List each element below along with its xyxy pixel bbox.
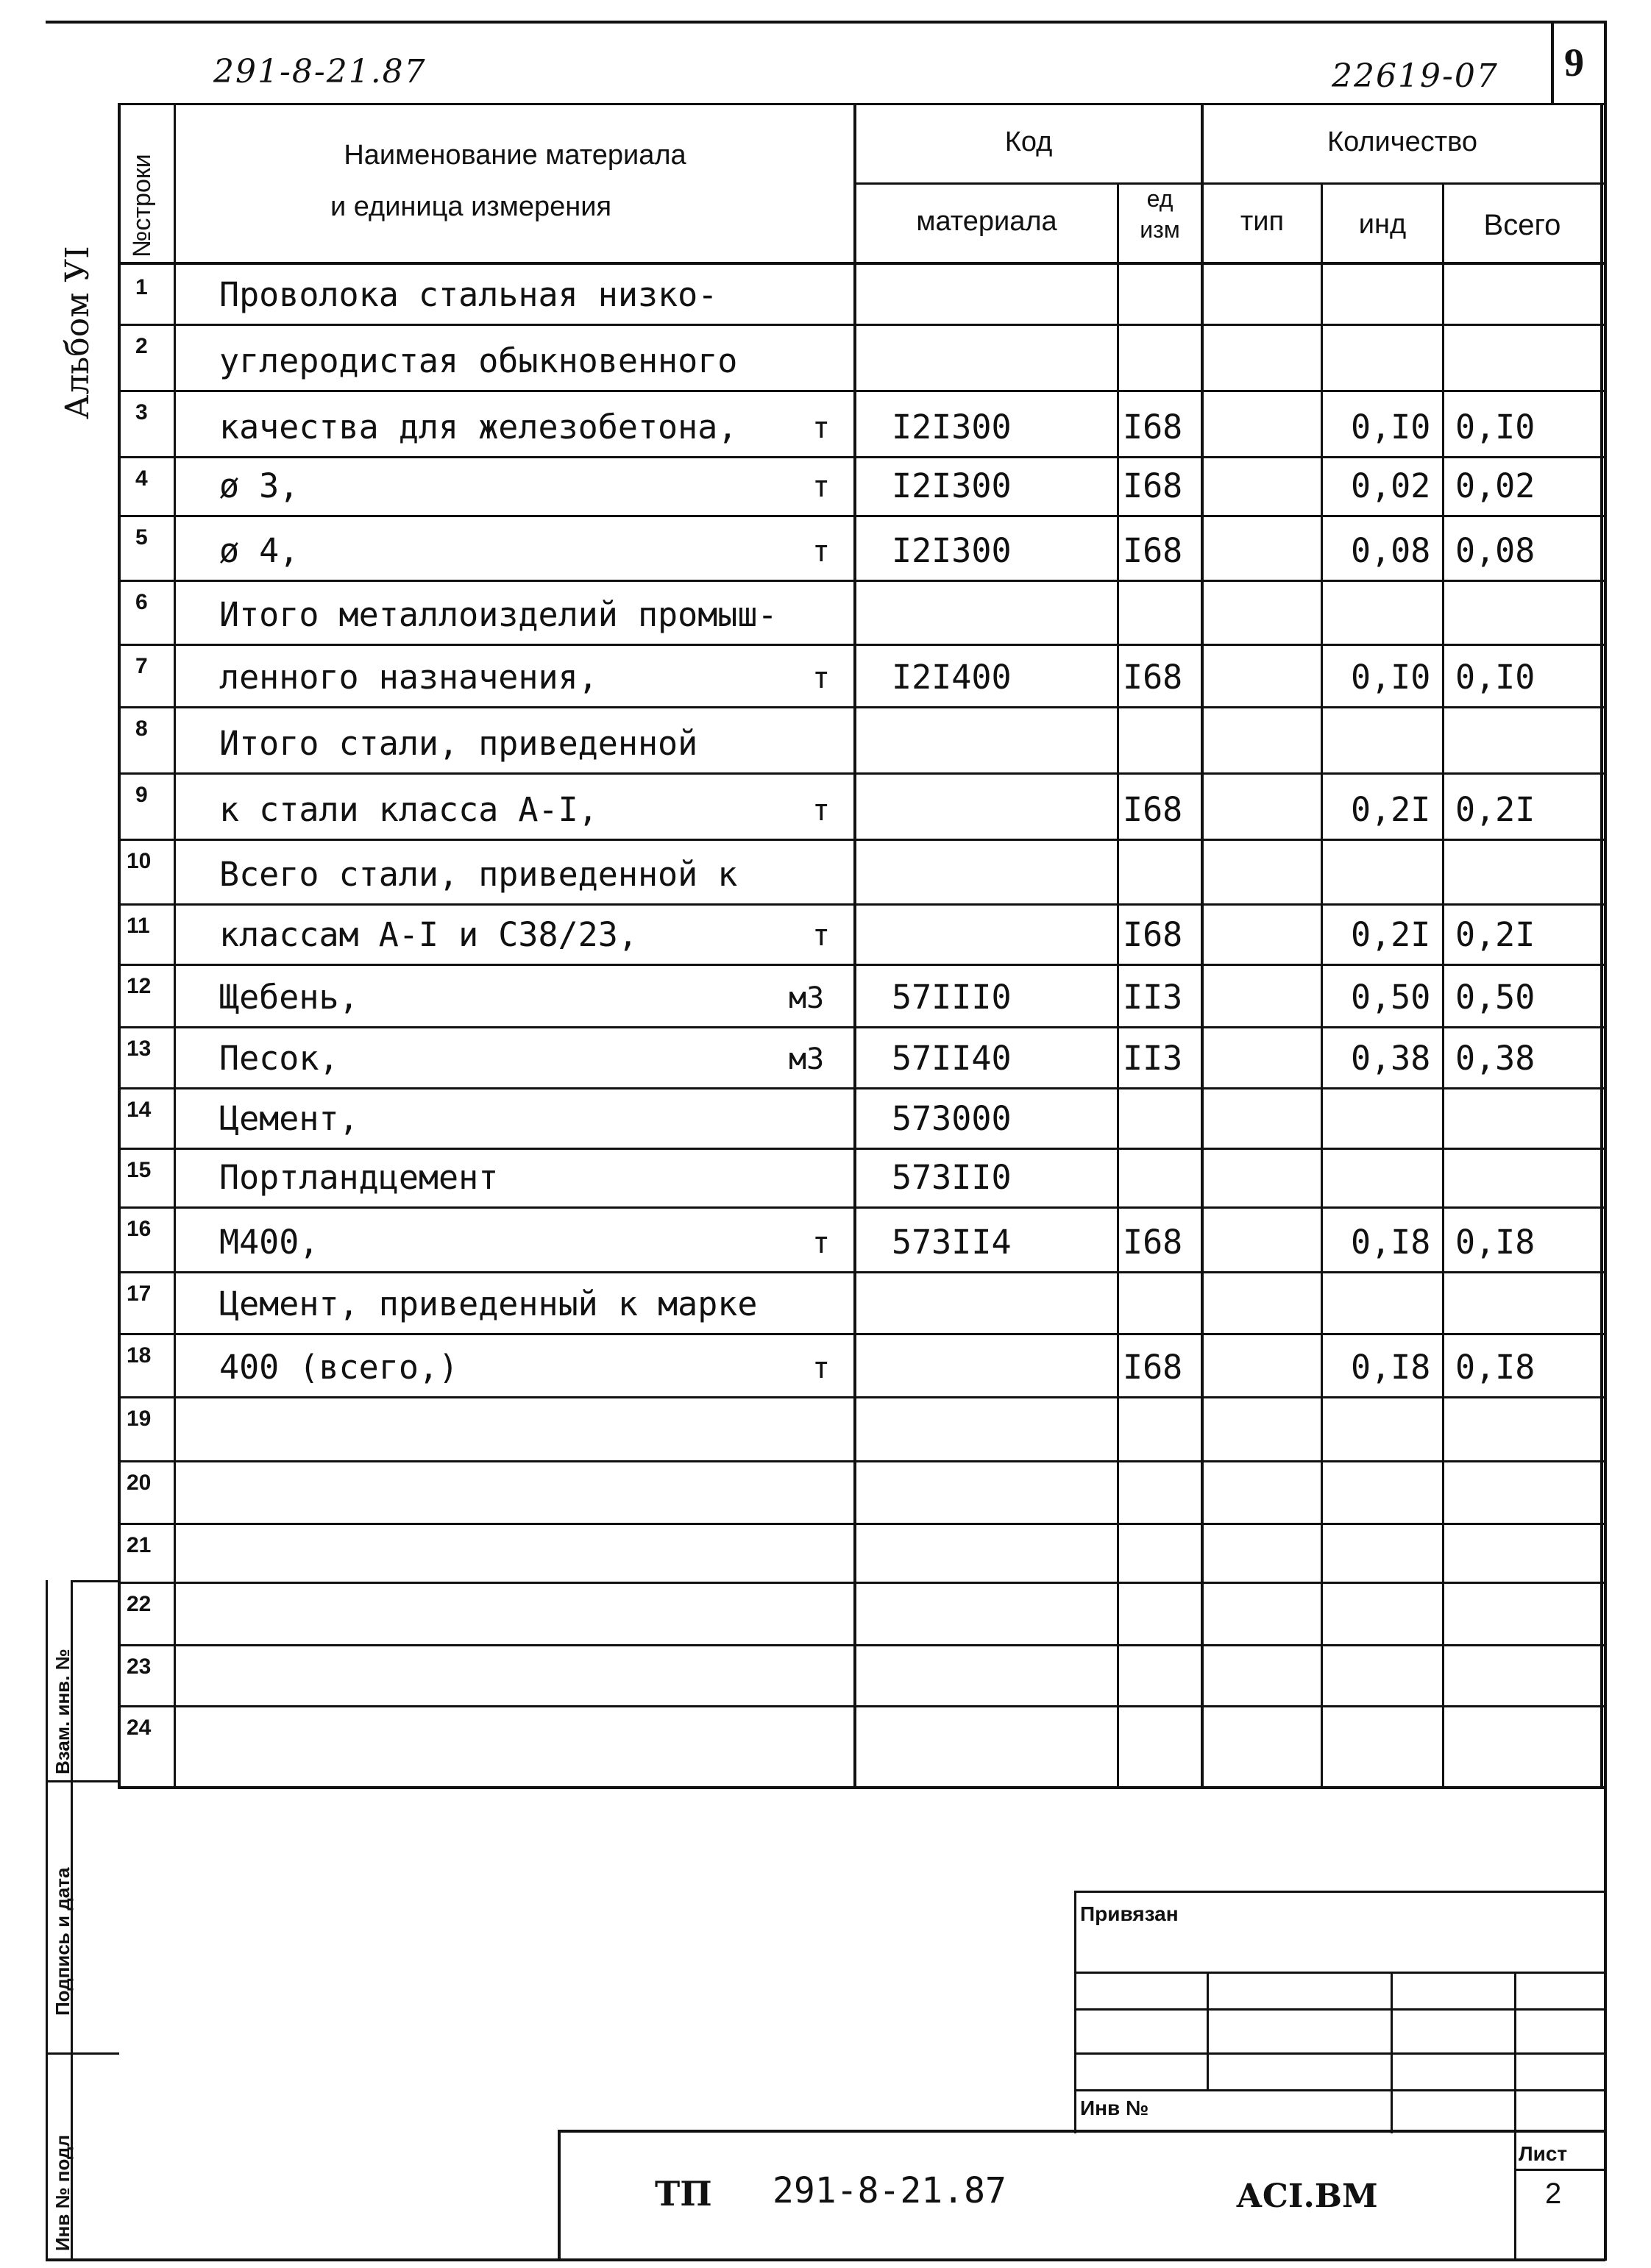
material-name: Портландцемент [219, 1158, 499, 1197]
stamp-signature-date: Подпись и дата [52, 1867, 74, 2016]
material-code: I2I300 [892, 408, 1012, 447]
qty-total: 0,I8 [1455, 1223, 1535, 1262]
material-name: к стали класса А-I, [219, 790, 598, 829]
material-code: 573II4 [892, 1223, 1012, 1262]
row-number: 1 [135, 275, 148, 299]
qty-total: 0,I0 [1455, 408, 1535, 447]
row-number: 11 [127, 914, 150, 938]
row-number: 17 [127, 1281, 152, 1306]
row-number: 16 [127, 1217, 152, 1241]
row-number: 4 [135, 466, 148, 491]
header-left-code: 291-8-21.87 [213, 53, 427, 90]
material-name: классам А-I и С38/23, [219, 915, 638, 954]
qty-total: 0,38 [1455, 1039, 1535, 1078]
qty-total: 0,08 [1455, 531, 1535, 570]
qty-total: 0,2I [1455, 915, 1535, 954]
qty-total: 0,2I [1455, 790, 1535, 829]
col-row-number: №строки [128, 154, 156, 257]
unit-code: I68 [1123, 1348, 1183, 1387]
unit-of-measure: т [812, 794, 831, 828]
material-name: Цемент, [219, 1099, 359, 1138]
qty-ind: 0,50 [1351, 978, 1431, 1017]
material-code: I2I300 [892, 466, 1012, 505]
unit-of-measure: м3 [789, 981, 825, 1015]
qty-ind: 0,I8 [1351, 1223, 1431, 1262]
album-label: Альбом УI [59, 246, 96, 419]
row-number: 21 [127, 1533, 152, 1557]
row-number: 15 [127, 1158, 152, 1182]
qty-total: 0,I8 [1455, 1348, 1535, 1387]
tb-project: ТП [655, 2174, 712, 2214]
material-name: Всего стали, приведенной к [219, 855, 738, 894]
col-name-line2: и единица измерения [330, 191, 612, 222]
qty-ind: 0,38 [1351, 1039, 1431, 1078]
col-material: материала [916, 206, 1057, 237]
unit-code: II3 [1123, 1039, 1183, 1078]
row-number: 8 [135, 717, 148, 741]
material-name: качества для железобетона, [219, 408, 738, 447]
col-quantity: Количество [1327, 127, 1478, 157]
material-name: Щебень, [219, 978, 359, 1017]
unit-of-measure: т [812, 535, 831, 569]
material-name: Проволока стальная низко- [219, 275, 718, 314]
qty-total: 0,50 [1455, 978, 1535, 1017]
tb-sheet-label: Лист [1519, 2142, 1568, 2165]
qty-ind: 0,I0 [1351, 658, 1431, 697]
material-name: Песок, [219, 1039, 339, 1078]
material-name: ø 4, [219, 531, 299, 570]
row-number: 20 [127, 1471, 152, 1495]
unit-of-measure: т [812, 919, 831, 953]
unit-code: I68 [1123, 531, 1183, 570]
material-name: Цемент, приведенный к марке [219, 1284, 758, 1323]
unit-code: I68 [1123, 658, 1183, 697]
material-name: углеродистая обыкновенного [219, 341, 738, 380]
material-code: 573II0 [892, 1158, 1012, 1197]
page-number: 9 [1564, 40, 1584, 85]
row-number: 9 [135, 783, 148, 807]
tb-privyazan: Привязан [1080, 1902, 1179, 1925]
material-name: 400 (всего,) [219, 1348, 459, 1387]
col-code: Код [1004, 127, 1053, 157]
col-unit-line2: изм [1140, 216, 1180, 243]
qty-ind: 0,2I [1351, 915, 1431, 954]
tb-mark: АСI.ВМ [1236, 2178, 1378, 2215]
stamp-vzam-inv: Взам. инв. № [52, 1649, 74, 1774]
row-number: 23 [127, 1654, 152, 1679]
material-code: 57III0 [892, 978, 1012, 1017]
col-ind: инд [1358, 209, 1407, 240]
tb-sheet-number: 2 [1545, 2178, 1562, 2210]
unit-code: I68 [1123, 915, 1183, 954]
row-number: 13 [127, 1037, 152, 1061]
row-number: 22 [127, 1592, 152, 1616]
col-name-line1: Наименование материала [344, 140, 686, 171]
material-name: М400, [219, 1223, 319, 1262]
material-code: 573000 [892, 1099, 1012, 1138]
unit-of-measure: т [812, 411, 831, 445]
col-unit-line1: ед [1146, 185, 1174, 212]
col-tip: тип [1240, 206, 1285, 237]
material-name: Итого стали, приведенной [219, 724, 698, 763]
qty-ind: 0,08 [1351, 531, 1431, 570]
header-right-code: 22619-07 [1332, 57, 1499, 95]
unit-of-measure: т [812, 1351, 831, 1385]
qty-total: 0,I0 [1455, 658, 1535, 697]
unit-code: I68 [1123, 1223, 1183, 1262]
row-number: 24 [127, 1716, 152, 1740]
row-number: 19 [127, 1407, 152, 1431]
unit-code: I68 [1123, 790, 1183, 829]
unit-of-measure: м3 [789, 1042, 825, 1076]
unit-code: I68 [1123, 466, 1183, 505]
material-name: ø 3, [219, 466, 299, 505]
row-number: 12 [127, 974, 152, 998]
qty-total: 0,02 [1455, 466, 1535, 505]
unit-of-measure: т [812, 661, 831, 695]
material-code: I2I400 [892, 658, 1012, 697]
col-total: Всего [1483, 209, 1561, 241]
stamp-inv-podl: Инв № подл [52, 2134, 74, 2251]
row-number: 18 [127, 1343, 152, 1368]
row-number: 2 [135, 334, 148, 358]
qty-ind: 0,I8 [1351, 1348, 1431, 1387]
material-code: 57II40 [892, 1039, 1012, 1078]
row-number: 5 [135, 525, 148, 550]
tb-code: 291-8-21.87 [773, 2170, 1006, 2211]
row-number: 6 [135, 590, 148, 614]
qty-ind: 0,I0 [1351, 408, 1431, 447]
material-name: Итого металлоизделий промыш- [219, 595, 778, 634]
unit-of-measure: т [812, 1226, 831, 1260]
qty-ind: 0,2I [1351, 790, 1431, 829]
row-number: 14 [127, 1098, 152, 1122]
material-code: I2I300 [892, 531, 1012, 570]
tb-inv-no: Инв № [1080, 2097, 1149, 2119]
qty-ind: 0,02 [1351, 466, 1431, 505]
unit-code: II3 [1123, 978, 1183, 1017]
row-number: 7 [135, 654, 148, 678]
row-number: 10 [127, 849, 152, 873]
unit-code: I68 [1123, 408, 1183, 447]
unit-of-measure: т [812, 470, 831, 504]
row-number: 3 [135, 400, 148, 424]
material-name: ленного назначения, [219, 658, 598, 697]
